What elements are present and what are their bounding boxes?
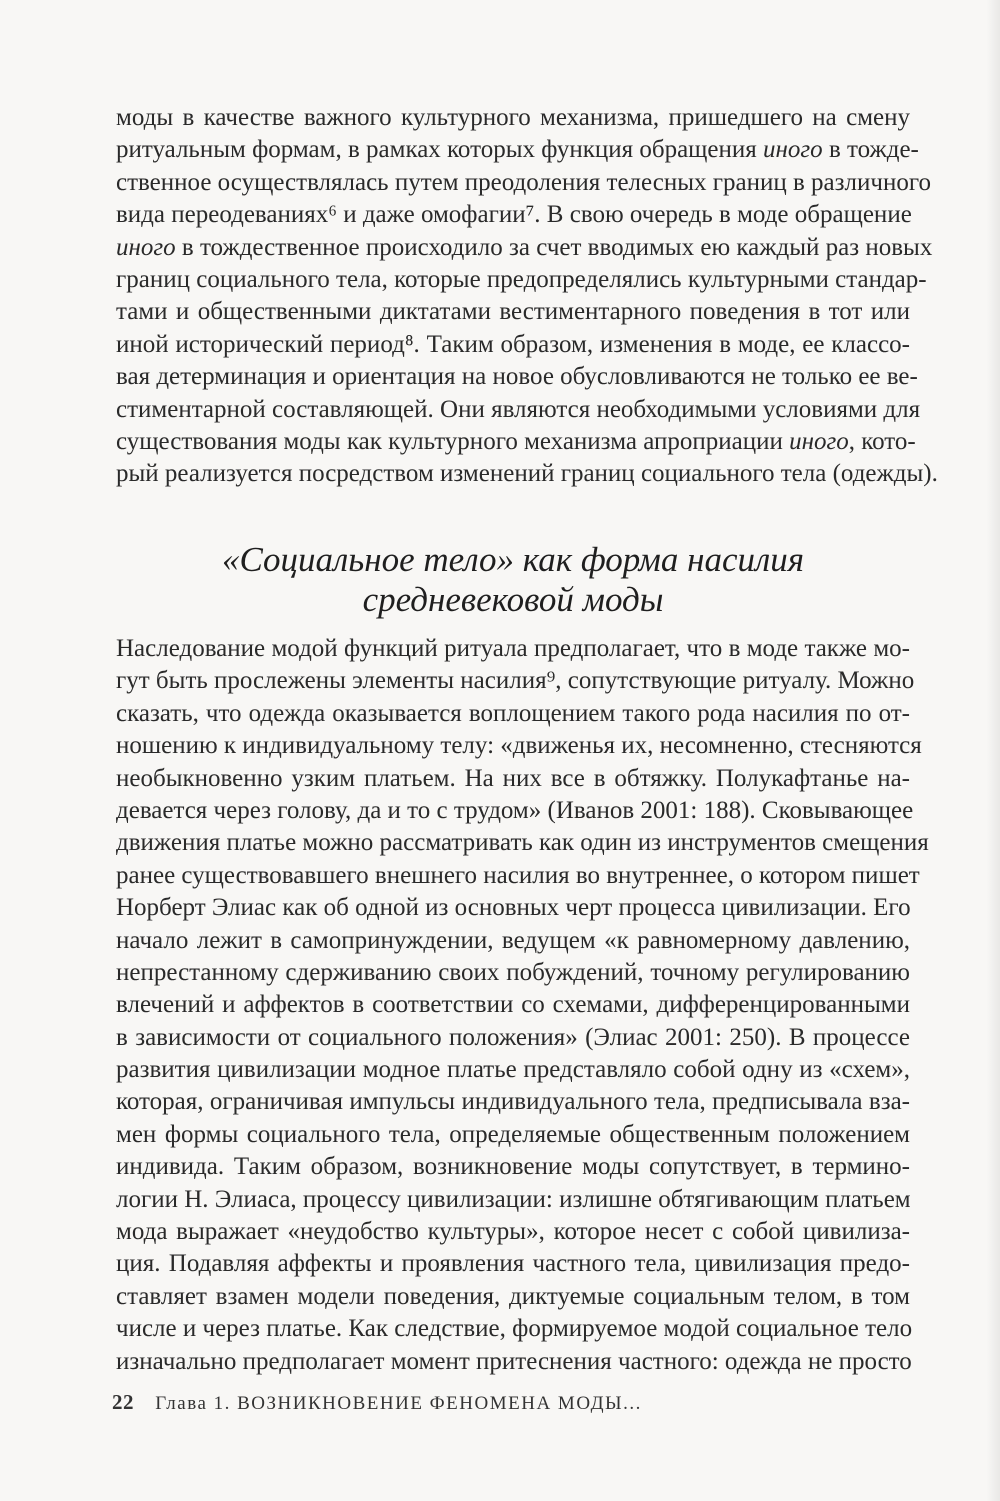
text-line: движения платье можно рассматривать как один из инструментов смещения [116, 829, 929, 857]
text-line: стиментарной составляющей. Они являются необходимыми условиями для [116, 395, 921, 423]
text-line: границ социального тела, которые предопределялись культурными стандар- [116, 265, 927, 293]
text-line: начало лежит в самопринуждении, ведущем «к равномерному давлению, [116, 926, 910, 954]
text-line: вая детерминация и ориентация на новое обусловливаются не только ее ве- [116, 363, 918, 391]
text-line: Наследование модой функций ритуала предполагает, что в моде также мо- [116, 635, 910, 662]
text-line: ственное осуществлялась путем преодоления телесных границ в различного [116, 168, 931, 196]
text-line: вида переодеваниях⁶ и даже омофагии⁷. В свою очередь в моде обращение [116, 201, 912, 229]
text-line: числе и через платье. Как следствие, формируемое модой социальное тело [116, 1315, 913, 1343]
text-line: сказать, что одежда оказывается воплощением такого рода насилия по от- [116, 699, 910, 727]
heading-line-2: средневековой моды [362, 580, 664, 619]
text-line: влечений и аффектов в соответствии со схемами, дифференцированными [116, 991, 910, 1019]
text-line: иной исторический период⁸. Таким образом, изменения в моде, ее классо- [116, 330, 910, 358]
text-line: ставляет взамен модели поведения, диктуемые социальным телом, в том [116, 1282, 910, 1310]
text-line: гут быть прослежены элементы насилия⁹, сопутствующие ритуалу. Можно [116, 667, 915, 695]
text-line: индивида. Таким образом, возникновение моды сопутствует, в термино- [116, 1153, 910, 1181]
text-line: иного в тождественное происходило за счет вводимых ею каждый раз новых [116, 233, 933, 261]
text-line: рый реализуется посредством изменений границ социального тела (одежды). [116, 460, 938, 488]
text-line: логии Н. Элиаса, процессу цивилизации: излишне обтягивающим платьем [116, 1185, 911, 1213]
text-line: моды в качестве важного культурного механизма, пришедшего на смену [116, 104, 910, 131]
running-footer [112, 1390, 642, 1415]
text-line: ция. Подавляя аффекты и проявления частного тела, цивилизация предо- [116, 1250, 910, 1278]
heading-line-1: «Социальное тело» как форма насилия [221, 540, 805, 579]
text-line: существования моды как культурного механизма апроприации иного, кото- [116, 427, 916, 455]
text-line: непрестанному сдерживанию своих побуждений, точному регулированию [116, 958, 910, 986]
text-line: необыкновенно узким платьем. На них все в обтяжку. Полукафтанье на- [116, 764, 910, 792]
text-line: ранее существовавшего внешнего насилия во внутреннее, о котором пишет [116, 861, 920, 889]
page-number: 22 [112, 1390, 134, 1414]
paragraph-2 [116, 633, 929, 1378]
text-line: ритуальным формам, в рамках которых функция обращения иного в тожде- [116, 136, 919, 164]
text-line: которая, ограничивая импульсы индивидуального тела, предписывала вза- [116, 1088, 910, 1116]
section-heading [116, 540, 910, 620]
text-line: ношению к индивидуальному телу: «движенья их, несомненно, стесняются [116, 732, 922, 760]
text-line: Норберт Элиас как об одной из основных черт процесса цивилизации. Его [116, 894, 911, 922]
text-line: мода выражает «неудобство культуры», которое несет с собой цивилиза- [116, 1218, 910, 1246]
paragraph-1 [116, 102, 938, 491]
text-line: тами и общественными диктатами вестиментарного поведения в тот или [116, 298, 910, 326]
text-line: мен формы социального тела, определяемые общественным положением [116, 1120, 910, 1148]
chapter-title: Глава 1. ВОЗНИКНОВЕНИЕ ФЕНОМЕНА МОДЫ... [155, 1393, 642, 1414]
text-line: развития цивилизации модное платье представляло собой одну из «схем», [116, 1056, 910, 1084]
text-line: девается через голову, да и то с трудом» (Иванов 2001: 188). Сковывающее [116, 796, 914, 824]
text-line: изначально предполагает момент притеснения частного: одежда не просто [116, 1347, 912, 1375]
page-edge-shadow [986, 0, 1000, 1501]
text-line: в зависимости от социального положения» (Элиас 2001: 250). В процессе [116, 1023, 910, 1051]
